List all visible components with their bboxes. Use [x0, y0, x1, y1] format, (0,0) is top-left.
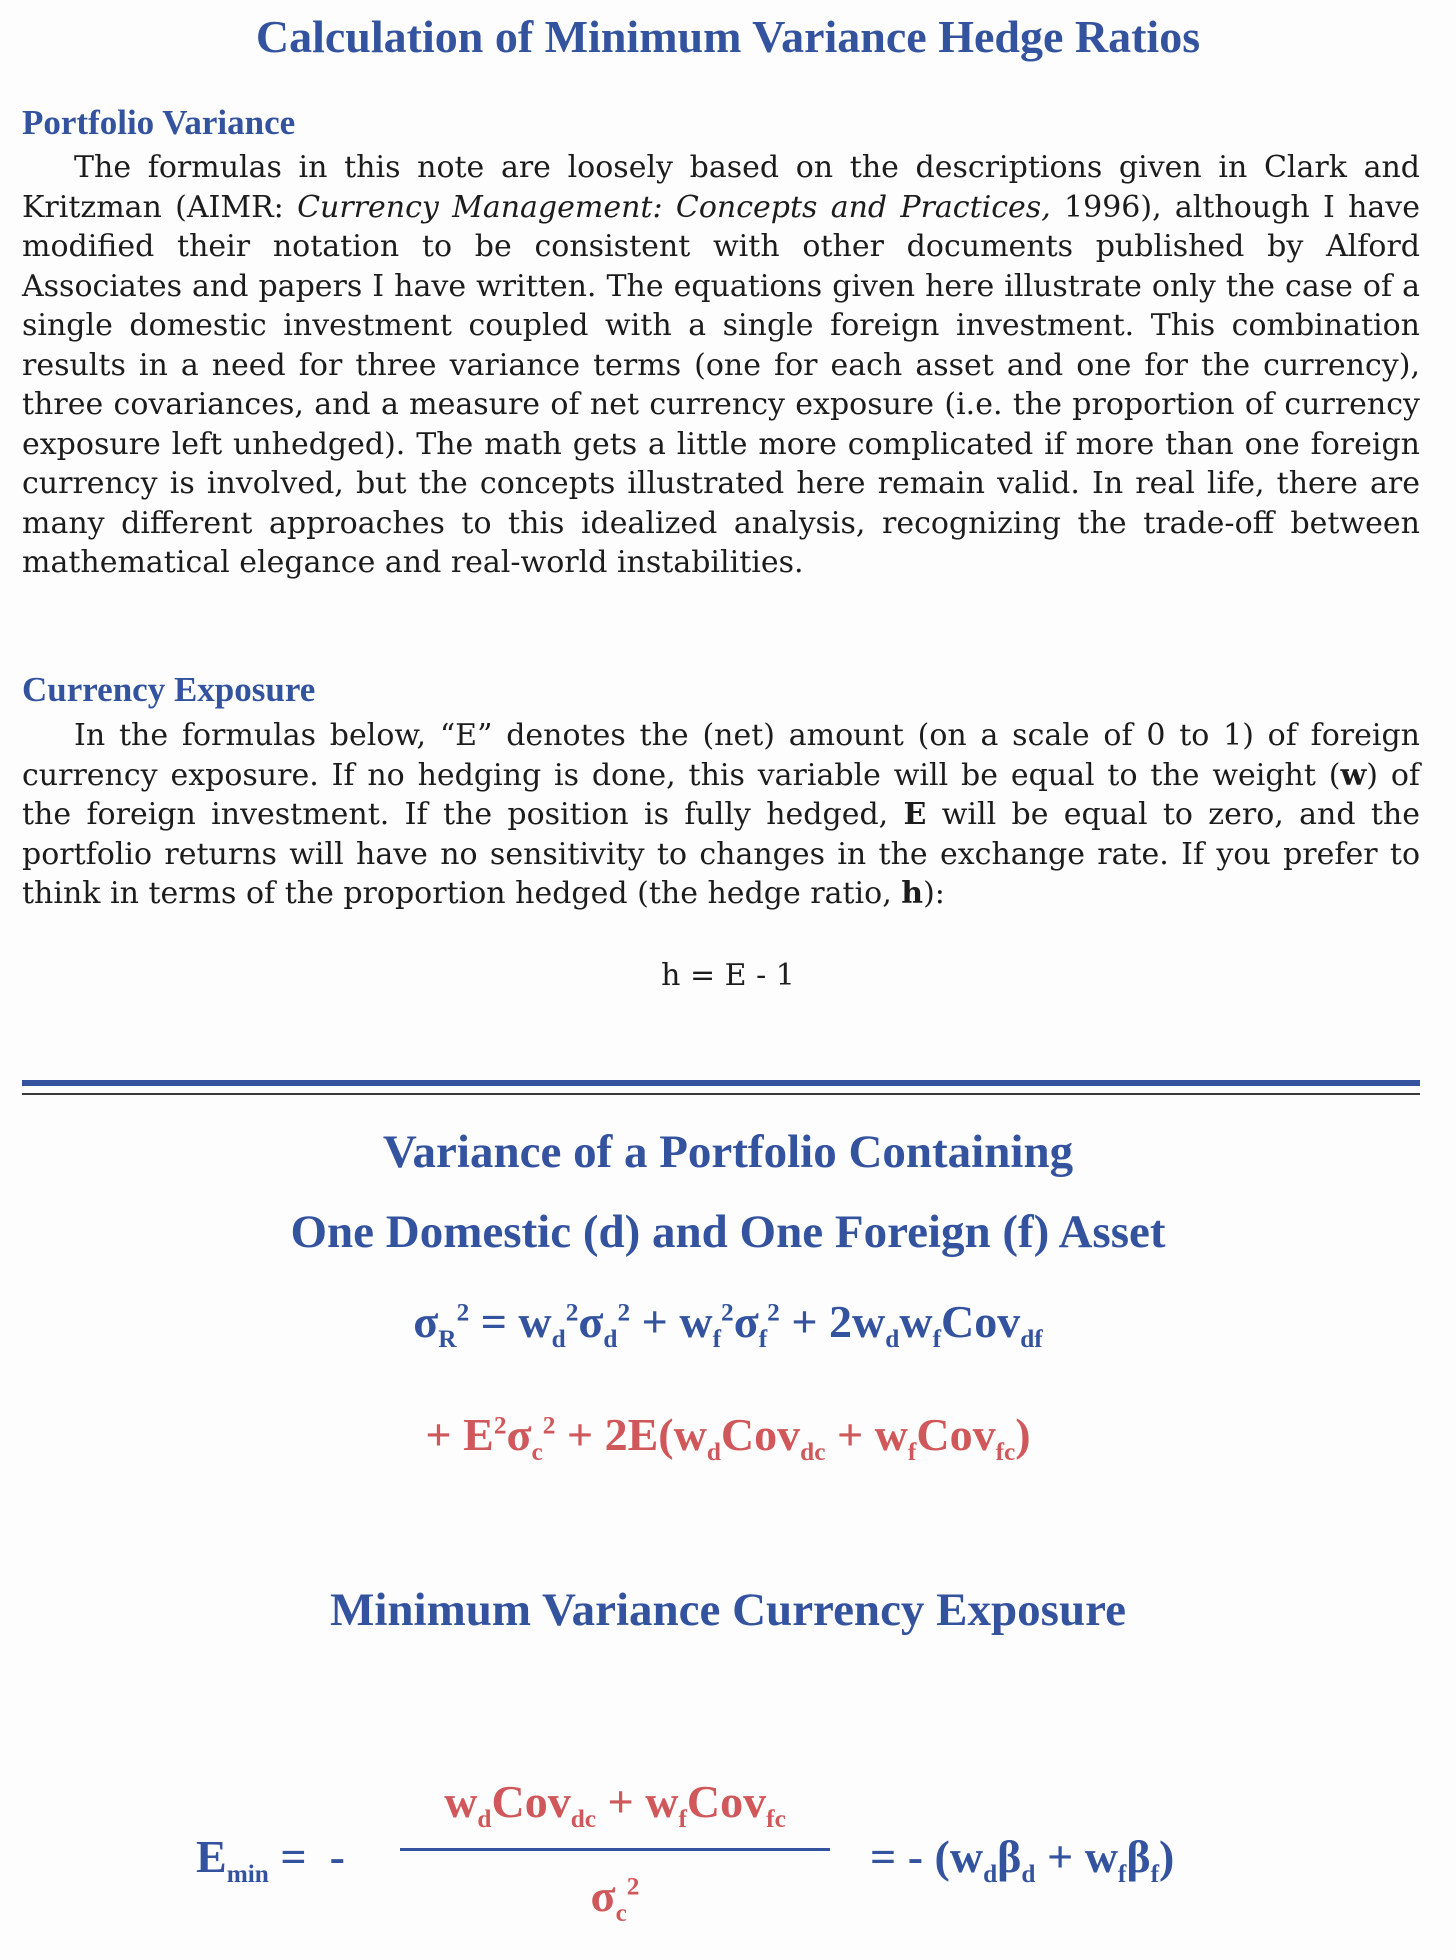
document-title: Calculation of Minimum Variance Hedge Ratios: [255, 11, 1201, 62]
variance-equation-line2: + $E^2\sigma_c^2 + 2E(w_dCov_{dc} + w_fCov_{fc})$: [425, 1409, 1031, 1467]
section-divider-thick: [22, 1080, 1420, 1086]
currency-exposure-paragraph: [22, 716, 1420, 914]
variance-heading-line2: One Domestic (d) and One Foreign (f) Asset: [290, 1206, 1166, 1258]
ce-text-4: ):: [923, 876, 945, 911]
ce-text-2: ) of the foreign investment. If the position is fully hedged,: [22, 757, 1420, 832]
ce-w-symbol: w: [1340, 757, 1367, 793]
min-variance-heading: Minimum Variance Currency Exposure: [330, 1584, 1126, 1636]
fraction-bar: [400, 1848, 830, 1851]
pv-text-part1: The formulas in this note are loosely based on the descriptions given in Clark and Kritzman (AIMR:: [22, 150, 1420, 225]
pv-text-part2: 1996), although I have modified their notation to be consistent with other documents published by Alford Associates and papers I have written. The equations given here illustrate only the case of a single domestic investment coupled with a single foreign investment. This combination results in a need for three variance terms (one for each asset and one for the currency), three covariances, and a measure of net currency exposure (i.e. the proportion of currency exposure left unhedged). The math gets a little more complicated if more than one foreign currency is involved, but the concepts illustrated here remain valid. In real life, there are many different approaches to this idealized analysis, recognizing the trade-off between mathematical elegance and real-world instabilities.: [22, 189, 1420, 580]
portfolio-variance-paragraph: [22, 148, 1420, 583]
currency-exposure-heading: Currency Exposure: [22, 670, 316, 709]
variance-heading-line1: Variance of a Portfolio Containing: [382, 1126, 1074, 1178]
hedge-ratio-formula: h = E - 1: [661, 958, 795, 993]
fraction-numerator: $w_dCov_{dc} + w_fCov_{fc}$: [444, 1776, 786, 1834]
variance-equation-line1: $\sigma_R^2 = w_d^2\sigma_d^2 + w_f^2\sigma_f^2 + 2w_dw_fCov_{df}$: [413, 1296, 1043, 1354]
emin-beta-form: = - $(w_d\beta_d + w_f\beta_f)$: [870, 1831, 1175, 1889]
emin-fraction: [400, 1775, 830, 1928]
emin-label: $E_{min}$ = -: [196, 1831, 345, 1889]
ce-h-symbol: h: [901, 876, 924, 911]
ce-e-symbol: E: [903, 797, 927, 832]
pv-book-title: Currency Management: Concepts and Practices,: [297, 189, 1051, 225]
ce-text-3: will be equal to zero, and the portfolio returns will have no sensitivity to changes in the exchange rate. If you prefer to think in terms of the proportion hedged (the hedge ratio,: [22, 797, 1420, 911]
portfolio-variance-heading: Portfolio Variance: [22, 103, 296, 142]
ce-text-1: In the formulas below, “E” denotes the (net) amount (on a scale of 0 to 1) of foreign currency exposure. If no hedging is done, this variable will be equal to the weight (: [22, 718, 1420, 793]
section-divider-thin: [22, 1093, 1420, 1095]
fraction-denominator: $\sigma_c^2$: [590, 1870, 640, 1928]
